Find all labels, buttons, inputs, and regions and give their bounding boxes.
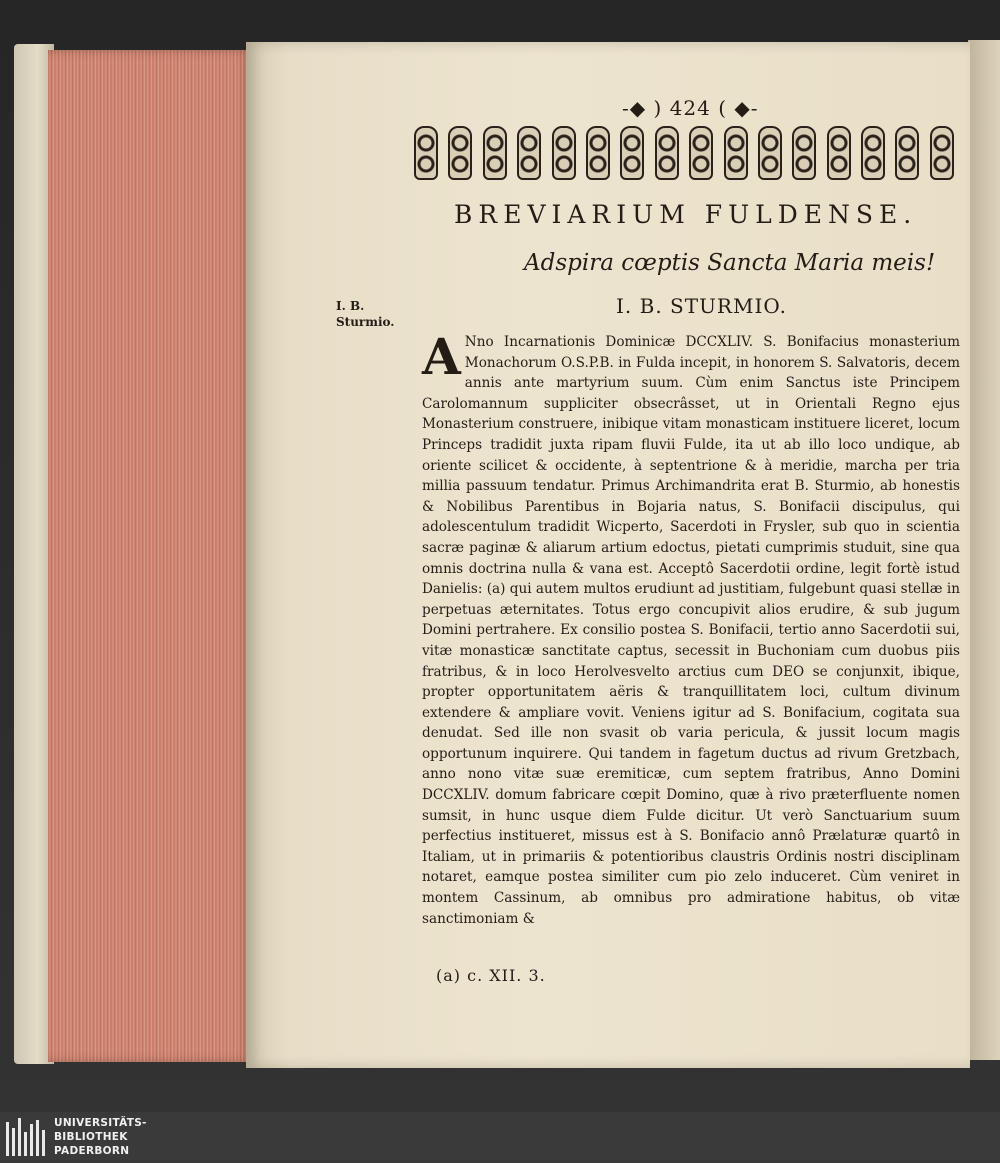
ornament-icon [930,126,954,180]
ornament-icon [620,126,644,180]
ornament-icon [448,126,472,180]
ornament-icon [861,126,885,180]
page-number: -◆ ) 424 ( ◆- [622,96,759,120]
ornament-icon [689,126,713,180]
drop-initial: A [422,327,461,386]
library-footer [0,1112,1000,1163]
library-name-line: UNIVERSITÄTS- [54,1117,147,1129]
ornament-icon [895,126,919,180]
ornament-icon [517,126,541,180]
marginal-note: I. B. Sturmio. [336,299,395,329]
ornament-icon [586,126,610,180]
body-text: Nno Incarnationis Dominicæ DCCXLIV. S. Bonifacius monasterium Monachorum O.S.P.B. in Fulda incepit, in honorem S. Salvatoris, decem annis ante martyrium suum. Cùm enim Sanctus iste Principem Carolomannum suppliciter obsecrâsset, ut in Orientali Regno ejus Monasterium construere, inibique vitam monasticam instituere liceret, locum Princeps tradidit juxta ripam fluvii Fulde, ita ut ab illo loco undique, ab oriente scilicet & occidente, à septentrione & à meridie, marcha per tria millia passuum tendatur. Primus Archimandrita erat B. Sturmio, ab honestis & Nobilibus Parentibus in Bojaria natus, S. Bonifacii discipulus, qui adolescentulum tradidit Wicperto, Sacerdoti in Frysler, sub quo in scientia sacræ paginæ & aliarum artium edoctus, pietati cumprimis studuit, sine qua omnis doctrina nulla & vana est. Acceptô Sacerdotii ordine, legit fortè istud Danielis: (a) qui autem multos erudiunt ad justitiam, fulgebunt quasi stellæ in perpetuas æternitates. Totus ergo concupivit alios erudire, & sub jugum Domini pertrahere. Ex consilio postea S. Bonifacii, tertio anno Sacerdotii sui, vitæ monasticæ sanctitate captus, secessit in Buchoniam cum duobus piis fratribus, & in loco Herolvesvelto arctius cum DEO se conjunxit, ibique, propter opportunitatem aëris & tranquillitatem loci, cultum divinum extendere & ampliare vovit. Veniens igitur ad S. Bonifacium, cogitata sua denudat. Sed ille non svasit ob varia pericula, & jussit locum magis opportunum inquirere. Qui tandem in fagetum ductus ad rivum Gretzbach, anno nono vitæ suæ eremiticæ, cum septem fratribus, Anno Domini DCCXLIV. domum fabricare cœpit Domino, quæ à rivo præterfluente nomen sumsit, in hunc usque diem Fulde dicitur. Ut verò Sanctuarium suum perfectius institueret, missus est à S. Bonifacio annô Prælaturæ quartô in Italiam, ut in primariis & potentioribus claustris Ordinis nostri disciplinam notaret, eamque postea similiter cum pio zelo induceret. Cùm veniret in montem Cassinum, ab omnibus pro admiratione habitus, ob vitæ sanctimoniam & [422,334,960,927]
ornament-icon [724,126,748,180]
section-heading: I. B. STURMIO. [616,294,787,318]
library-name-line: PADERBORN [54,1145,130,1157]
ornament-icon [758,126,782,180]
page-title: BREVIARIUM FULDENSE. [454,200,918,229]
ornament-icon [483,126,507,180]
ornament-icon [414,126,438,180]
library-name [54,1116,194,1158]
footnote: (a) c. XII. 3. [436,966,546,985]
page-block-edge [48,50,252,1062]
ornamental-header-band [414,126,954,186]
ornament-icon [827,126,851,180]
ornament-icon [655,126,679,180]
library-logo-icon [6,1118,46,1156]
motto: Adspira cœptis Sancta Maria meis! [524,250,936,276]
ornament-icon [792,126,816,180]
facing-page-sliver [968,40,1000,1060]
body-paragraph [422,327,960,929]
library-name-line: BIBLIOTHEK [54,1131,128,1143]
book-page [246,42,970,1068]
ornament-icon [552,126,576,180]
